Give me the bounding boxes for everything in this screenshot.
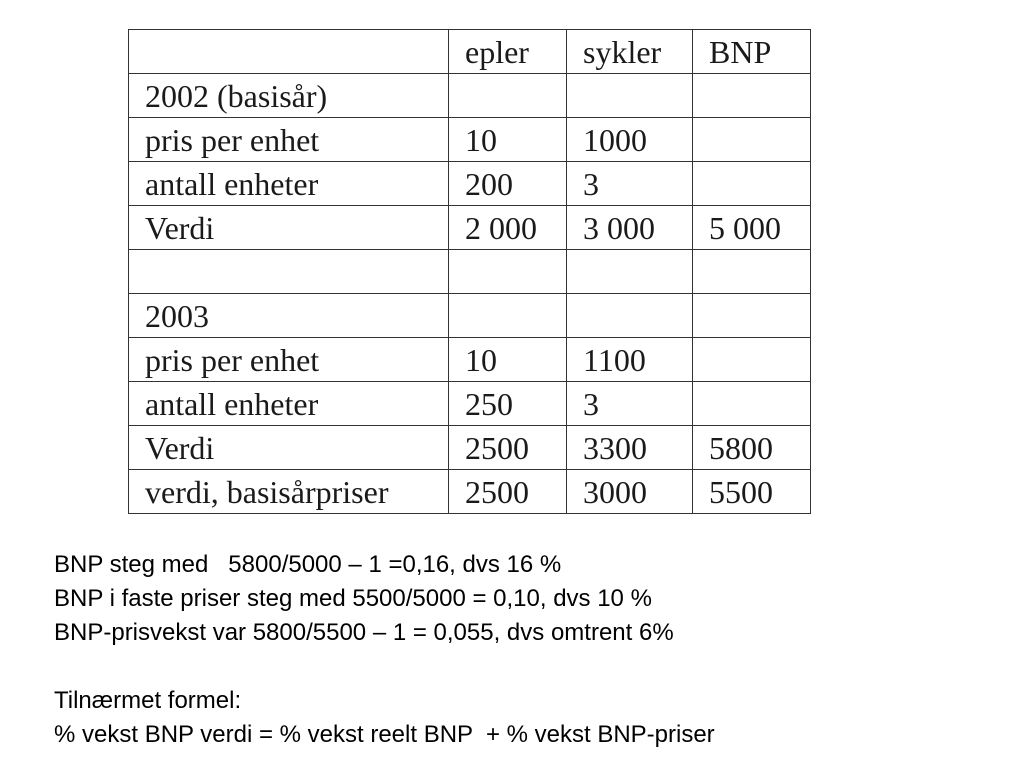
value-cell	[693, 118, 811, 162]
value-cell	[567, 74, 693, 118]
note-line: % vekst BNP verdi = % vekst reelt BNP + % vekst BNP-priser	[54, 721, 715, 748]
gdp-table	[128, 29, 811, 514]
value-cell: 2500	[449, 470, 567, 514]
value-cell: 1000	[567, 118, 693, 162]
row-label-cell: Verdi	[129, 206, 449, 250]
row-label-cell	[129, 250, 449, 294]
row-label-cell: pris per enhet	[129, 118, 449, 162]
table-row	[129, 250, 811, 294]
table-header-row	[129, 30, 811, 74]
table-row	[129, 206, 811, 250]
value-cell: epler	[449, 30, 567, 74]
value-cell	[449, 294, 567, 338]
row-label-cell: antall enheter	[129, 162, 449, 206]
value-cell: 3	[567, 382, 693, 426]
note-line	[54, 650, 715, 684]
table-row	[129, 338, 811, 382]
table-row	[129, 382, 811, 426]
value-cell: 10	[449, 118, 567, 162]
value-cell	[449, 74, 567, 118]
value-cell: 2500	[449, 426, 567, 470]
value-cell: 5500	[693, 470, 811, 514]
value-cell	[693, 162, 811, 206]
row-label-cell	[129, 30, 449, 74]
note-line: BNP steg med 5800/5000 – 1 =0,16, dvs 16 %	[54, 551, 562, 578]
value-cell: 3000	[567, 470, 693, 514]
value-cell: 250	[449, 382, 567, 426]
value-cell	[693, 250, 811, 294]
value-cell	[693, 74, 811, 118]
value-cell	[693, 382, 811, 426]
data-table-wrapper	[128, 29, 811, 514]
value-cell: 5800	[693, 426, 811, 470]
note-line: BNP i faste priser steg med 5500/5000 = 0,10, dvs 10 %	[54, 585, 652, 612]
value-cell: sykler	[567, 30, 693, 74]
table-row	[129, 294, 811, 338]
row-label-cell: Verdi	[129, 426, 449, 470]
value-cell: 3	[567, 162, 693, 206]
value-cell: 200	[449, 162, 567, 206]
value-cell: 5 000	[693, 206, 811, 250]
value-cell: 10	[449, 338, 567, 382]
table-row	[129, 470, 811, 514]
value-cell: BNP	[693, 30, 811, 74]
value-cell: 3 000	[567, 206, 693, 250]
value-cell: 3300	[567, 426, 693, 470]
row-label-cell: pris per enhet	[129, 338, 449, 382]
value-cell	[567, 250, 693, 294]
row-label-cell: 2003	[129, 294, 449, 338]
value-cell: 2 000	[449, 206, 567, 250]
value-cell	[449, 250, 567, 294]
table-row	[129, 162, 811, 206]
table-row	[129, 74, 811, 118]
row-label-cell: antall enheter	[129, 382, 449, 426]
gdp-table-body	[129, 30, 811, 514]
value-cell	[693, 294, 811, 338]
calculation-notes	[54, 548, 715, 752]
value-cell	[693, 338, 811, 382]
table-row	[129, 426, 811, 470]
value-cell	[567, 294, 693, 338]
value-cell: 1100	[567, 338, 693, 382]
row-label-cell: verdi, basisårpriser	[129, 470, 449, 514]
note-line: BNP-prisvekst var 5800/5500 – 1 = 0,055, dvs omtrent 6%	[54, 619, 674, 646]
table-row	[129, 118, 811, 162]
row-label-cell: 2002 (basisår)	[129, 74, 449, 118]
note-line: Tilnærmet formel:	[54, 687, 242, 714]
